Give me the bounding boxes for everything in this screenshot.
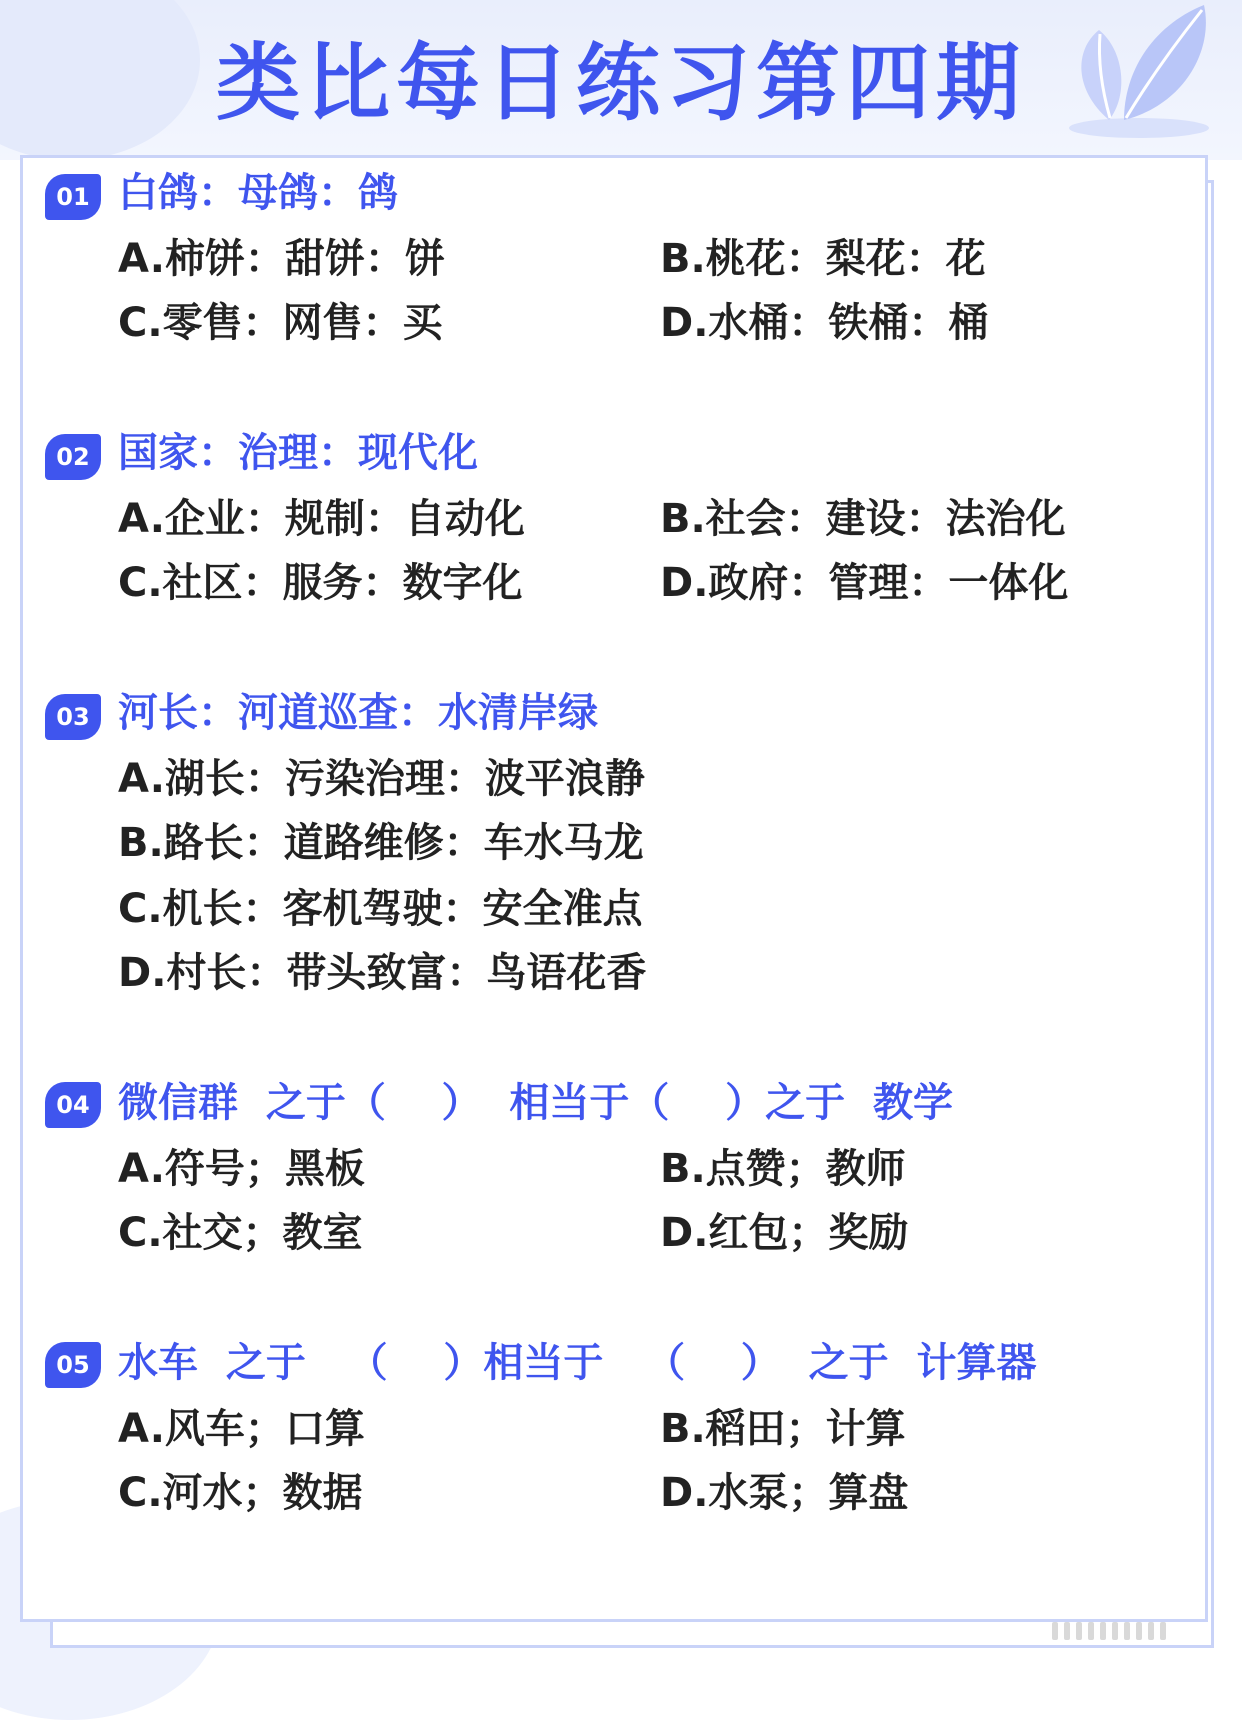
option-d: D.村长：带头致富：鸟语花香 (118, 950, 647, 996)
option-b: B.路长：道路维修：车水马龙 (118, 820, 644, 866)
option-a: A.企业：规制：自动化 (118, 496, 525, 542)
option-c: C.零售：网售：买 (118, 300, 443, 346)
option-b: B.桃花：梨花：花 (660, 236, 986, 282)
option-c: C.社交；教室 (118, 1210, 363, 1256)
question-number-badge: 03 (45, 694, 101, 740)
question-number-badge: 05 (45, 1342, 101, 1388)
option-d: D.政府：管理：一体化 (660, 560, 1069, 606)
option-b: B.点赞；教师 (660, 1146, 906, 1192)
option-d: D.红包；奖励 (660, 1210, 909, 1256)
page-title: 类比每日练习第四期 (215, 34, 1026, 132)
option-a: A.符号；黑板 (118, 1146, 365, 1192)
question-stem: 水车 之于 （ ）相当于 （ ） 之于 计算器 (118, 1340, 1037, 1386)
option-a: A.湖长：污染治理：波平浪静 (118, 756, 645, 802)
question-stem: 河长：河道巡查：水清岸绿 (118, 690, 598, 736)
option-b: B.稻田；计算 (660, 1406, 906, 1452)
option-c: C.社区：服务：数字化 (118, 560, 523, 606)
question-stem: 白鸽：母鸽：鸽 (118, 170, 398, 216)
watermark-bars (1052, 1622, 1202, 1640)
question-number-badge: 04 (45, 1082, 101, 1128)
option-c: C.河水；数据 (118, 1470, 363, 1516)
option-a: A.风车；口算 (118, 1406, 365, 1452)
option-a: A.柿饼：甜饼：饼 (118, 236, 445, 282)
option-d: D.水桶：铁桶：桶 (660, 300, 989, 346)
option-d: D.水泵；算盘 (660, 1470, 909, 1516)
question-stem: 国家：治理：现代化 (118, 430, 478, 476)
question-number-badge: 01 (45, 174, 101, 220)
question-number-badge: 02 (45, 434, 101, 480)
question-stem: 微信群 之于（ ） 相当于（ ）之于 教学 (118, 1080, 953, 1126)
option-c: C.机长：客机驾驶：安全准点 (118, 886, 643, 932)
option-b: B.社会：建设：法治化 (660, 496, 1066, 542)
